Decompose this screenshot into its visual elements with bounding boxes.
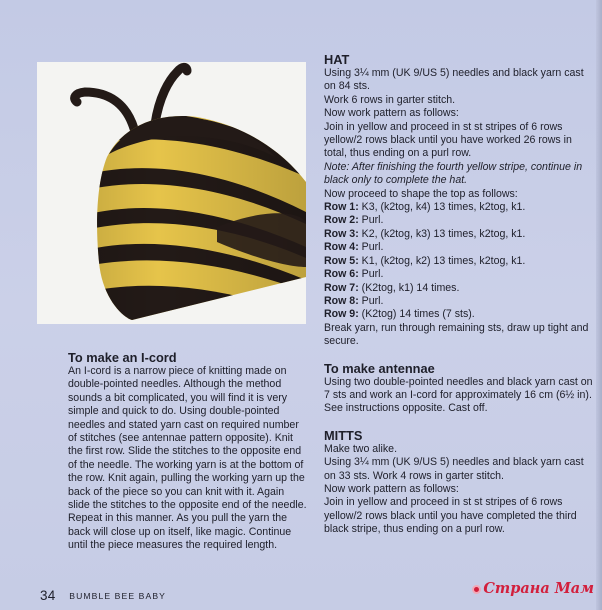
hat-row-1: [324, 201, 594, 214]
icord-instructions-column: [68, 350, 308, 553]
mitts-cast-on-text: Using 3¼ mm (UK 9/US 5) needles and black yarn cast on 33 sts. Work 4 rows in garter stitch.: [324, 456, 584, 482]
hat-instructions-column: [324, 52, 594, 537]
row-label: Row 6:: [324, 268, 359, 281]
row-text: Purl.: [358, 268, 384, 281]
book-title: BUMBLE BEE BABY: [69, 591, 166, 601]
hat-finish-text: Break yarn, run through remaining sts, draw up tight and secure.: [324, 321, 589, 348]
antennae-heading: To make antennae: [324, 360, 435, 376]
icord-heading: To make an I-cord: [68, 350, 177, 365]
hat-garter-text: Work 6 rows in garter stitch.: [324, 93, 456, 106]
hat-row-4: [324, 241, 594, 254]
mitts-make-two: Make two alike.: [324, 442, 398, 455]
page-number: 34: [40, 588, 56, 603]
row-label: Row 3:: [324, 227, 359, 240]
row-text: Purl.: [358, 214, 384, 227]
hat-heading: HAT: [324, 52, 350, 67]
hat-row-2: [324, 214, 594, 227]
row-text: K1, (k2tog, k2) 13 times, k2tog, k1.: [358, 254, 526, 267]
page-footer: [40, 588, 166, 603]
icord-text: An I-cord is a narrow piece of knitting made on double-pointed needles. Although the method sounds a bit complicated, you will find it is very simple and quick to do. Using double-pointed needles and stated yarn cast on required number of stitches (see antennae pattern opposite). Knit the first row. Slide the stitches to the opposite end of the needle. The working yarn is at the bottom of the row. Knit again, pulling the working yarn up the back of the piece so you can knit with it. Again slide the stitches to the opposite end of the needle. Repeat in this manner. As you pull the yarn the back will close up on itself, like magic. Continue until the piece measures the required length.: [68, 365, 307, 552]
row-label: Row 2:: [324, 214, 359, 227]
mitts-stripes-text: Join in yellow and proceed in st st stripes of 6 rows yellow/2 rows black until you have completed the third black stripe, thus ending on a purl row.: [324, 496, 577, 536]
row-text: (K2tog, k1) 14 times.: [358, 281, 460, 294]
hat-cast-on-text: Using 3¼ mm (UK 9/US 5) needles and black yarn cast on 84 sts.: [324, 67, 584, 93]
hat-row-5: [324, 255, 594, 268]
knitted-bee-hat-image: [37, 62, 306, 324]
hat-row-9: [324, 308, 594, 321]
page-spine-shadow: [596, 0, 602, 610]
row-label: Row 8:: [324, 294, 359, 307]
site-watermark: [472, 580, 594, 597]
row-label: Row 4:: [324, 241, 359, 254]
hat-row-8: [324, 295, 594, 308]
mitts-pattern-intro: Now work pattern as follows:: [324, 482, 459, 495]
hat-pattern-intro: Now work pattern as follows:: [324, 107, 459, 120]
row-label: Row 9:: [324, 308, 359, 321]
row-text: Purl.: [358, 294, 384, 307]
row-label: Row 5:: [324, 254, 359, 267]
hat-row-3: [324, 228, 594, 241]
row-text: K3, (k2tog, k4) 13 times, k2tog, k1.: [358, 201, 526, 214]
hat-shape-intro: Now proceed to shape the top as follows:: [324, 187, 518, 200]
hat-row-7: [324, 282, 594, 295]
hat-row-6: [324, 268, 594, 281]
mitts-heading: MITTS: [324, 427, 363, 443]
row-text: (K2tog) 14 times (7 sts).: [358, 308, 475, 321]
bee-hat-photo: [37, 62, 306, 324]
antennae-text: Using two double-pointed needles and black yarn cast on 7 sts and work an I-cord for approximately 16 cm (6½ in). See instructions opposite. Cast off.: [324, 375, 593, 415]
watermark-text: Страна Мам: [483, 580, 594, 597]
row-label: Row 7:: [324, 281, 359, 294]
row-text: K2, (k2tog, k3) 13 times, k2tog, k1.: [358, 227, 526, 240]
hat-stripes-text: Join in yellow and proceed in st st stripes of 6 rows yellow/2 rows black until you have worked 26 rows in total, thus ending on a purl row.: [324, 120, 572, 160]
watermark-dot-icon: [472, 585, 481, 594]
row-label: Row 1:: [324, 201, 359, 214]
hat-note: Note: After finishing the fourth yellow stripe, continue in black only to complete the hat.: [324, 160, 583, 187]
row-text: Purl.: [358, 241, 384, 254]
